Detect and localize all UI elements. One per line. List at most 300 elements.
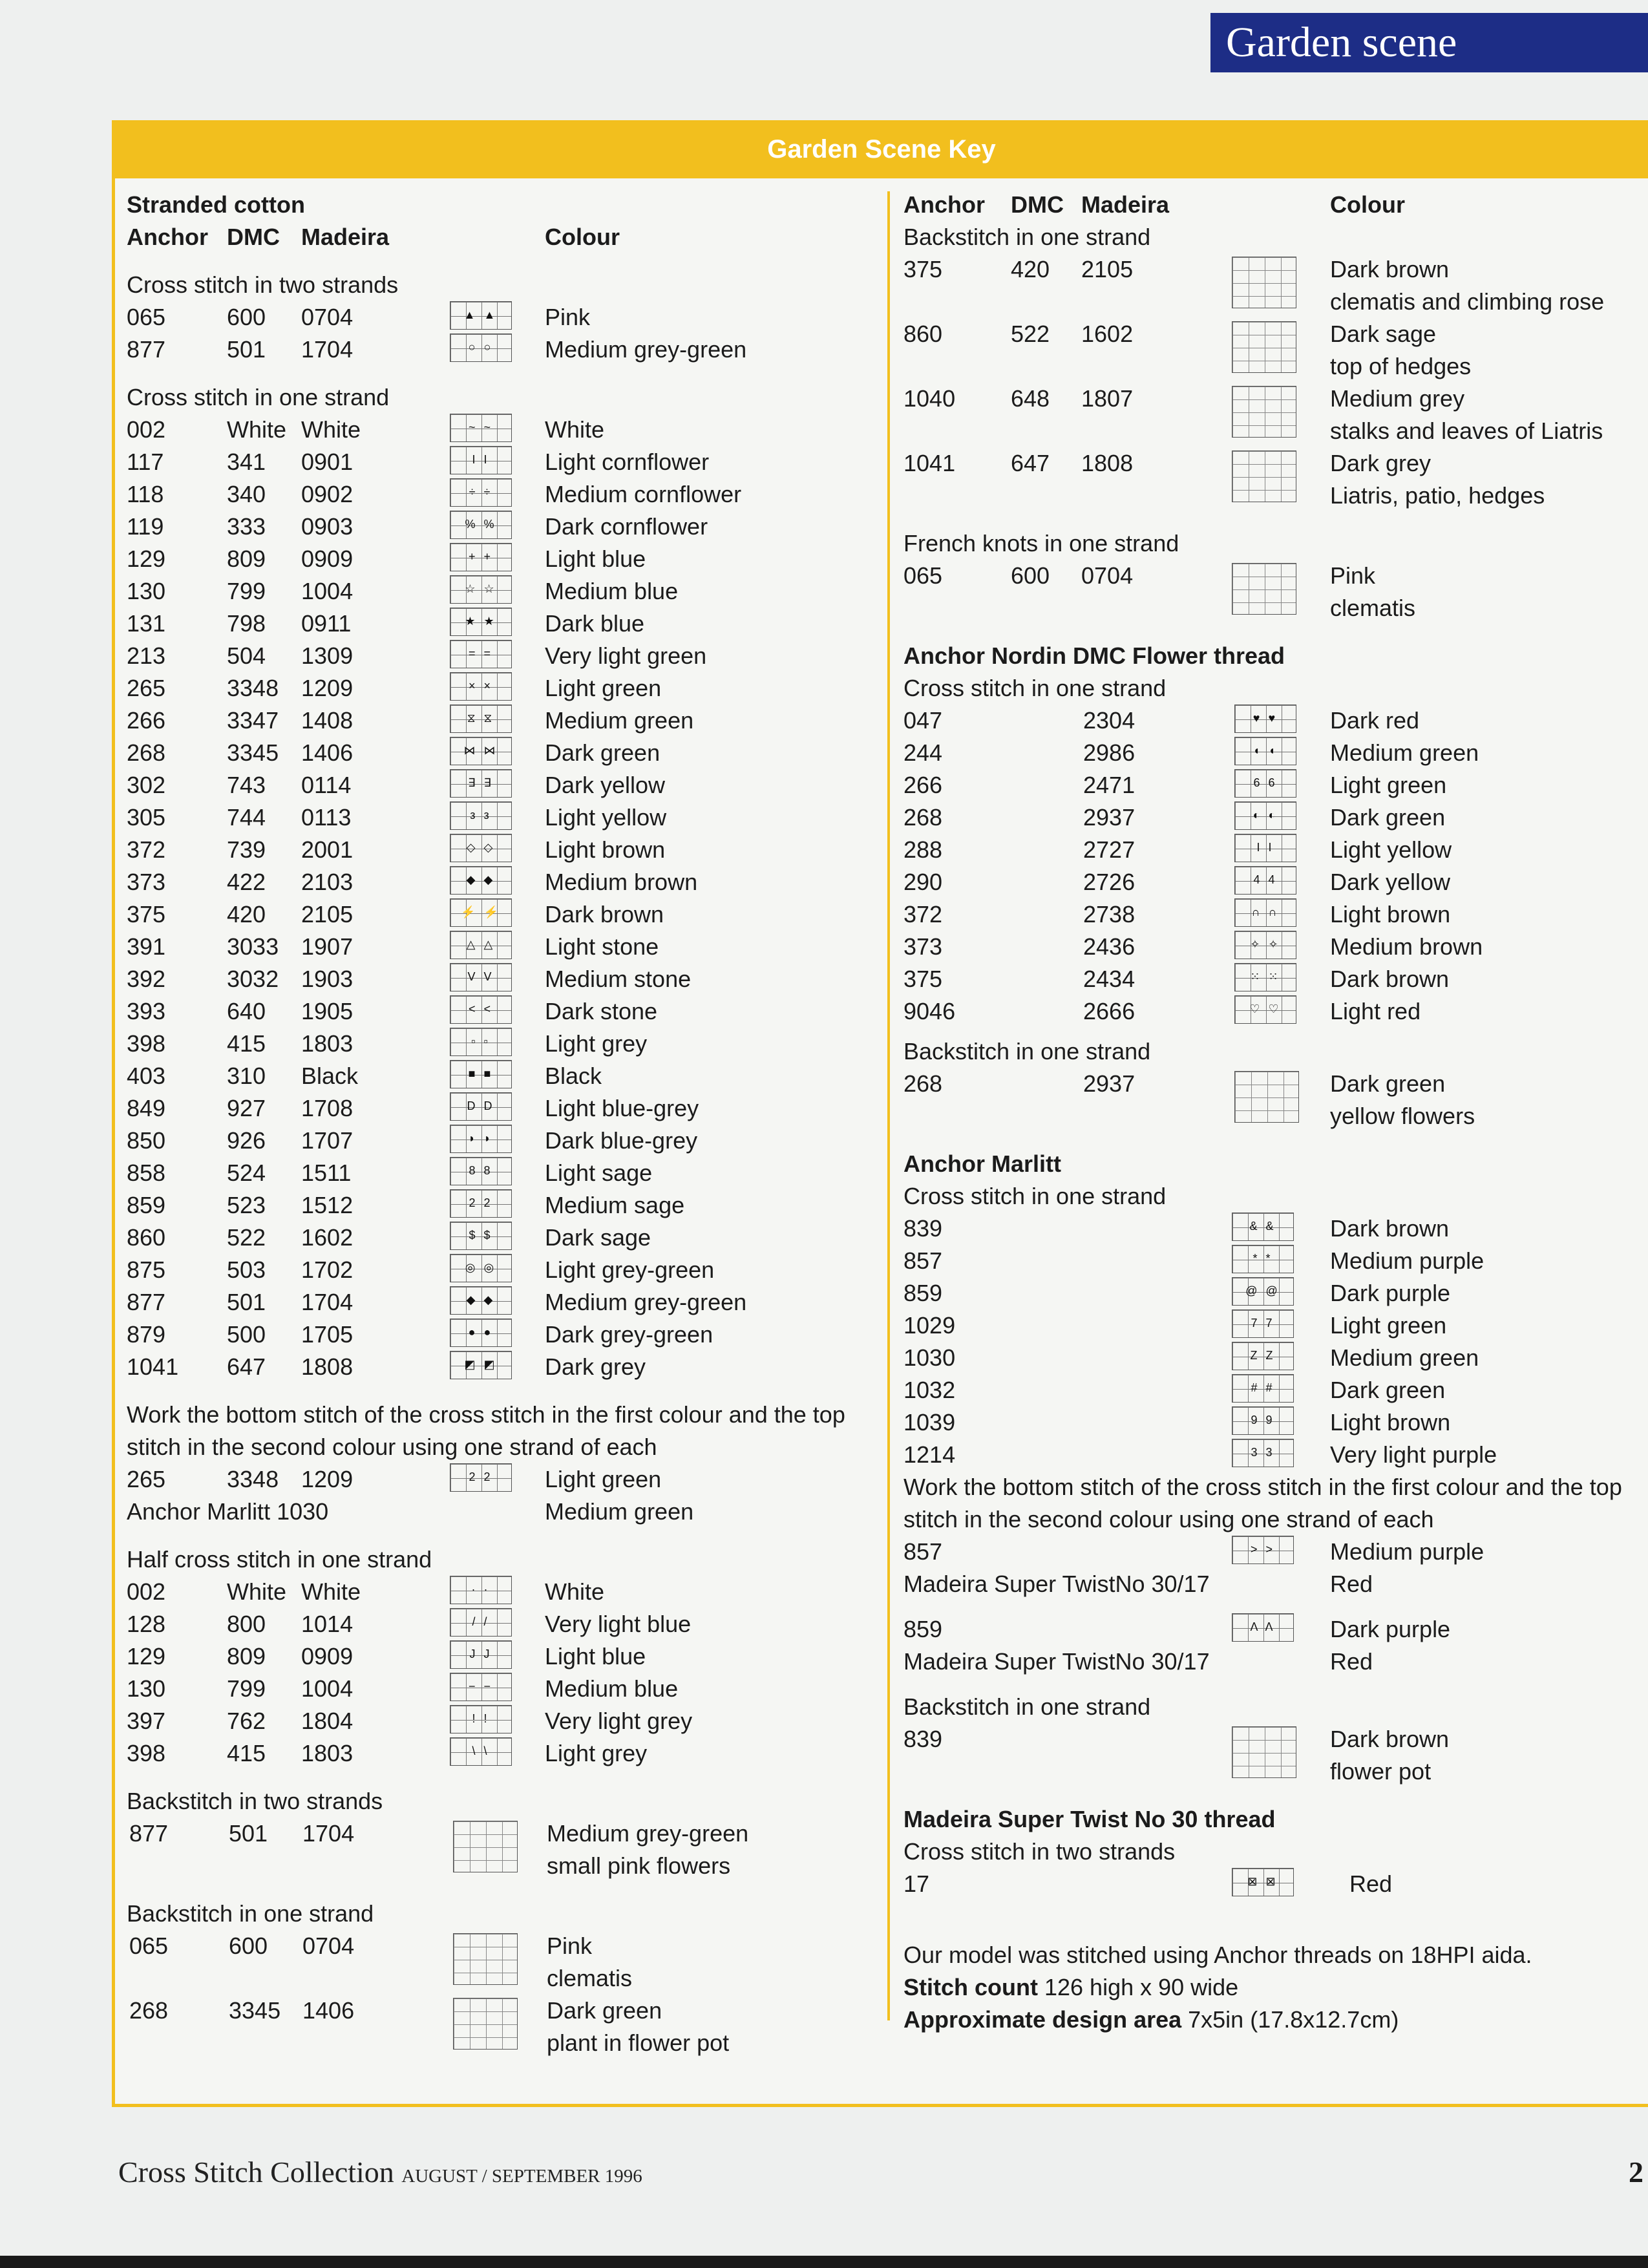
key-row: [127, 1673, 870, 1705]
chart-symbol-icon: Z Z: [1232, 1342, 1294, 1370]
key-cell: 397: [127, 1708, 166, 1734]
key-cell: 809: [227, 1643, 266, 1669]
key-row: [127, 511, 870, 543]
spacer: [903, 624, 1647, 640]
key-cell: 130: [127, 1675, 166, 1702]
key-cell: 375: [903, 256, 943, 282]
key-row: [127, 1125, 870, 1157]
chart-symbol-icon: × ×: [450, 672, 512, 701]
key-cell: 501: [229, 1820, 268, 1847]
key-row: [127, 1463, 870, 1496]
key-cell: Light red: [1330, 998, 1421, 1024]
spacer: [903, 512, 1647, 527]
key-cell: 118: [127, 481, 164, 507]
key-row: [903, 866, 1647, 898]
chart-symbol-icon: ★ ★: [450, 608, 512, 636]
key-cell: 310: [227, 1063, 266, 1089]
key-cell: 1704: [301, 336, 354, 363]
key-cell: 415: [227, 1030, 266, 1057]
key-cell: 857: [903, 1247, 943, 1274]
key-cell: 131: [127, 610, 166, 637]
stranded-cotton-heading: Stranded cotton: [127, 191, 305, 218]
chart-symbol-icon: ✧ ✧: [1234, 931, 1296, 959]
chart-symbol-icon: ◖ ◖: [1234, 737, 1296, 765]
key-cell: 739: [227, 836, 266, 863]
chart-symbol-icon: ◐ ◐: [1234, 801, 1296, 830]
key-cell: 1602: [1081, 321, 1134, 347]
design-area-label: Approximate design area: [903, 2006, 1182, 2033]
design-area: Approximate design area 7x5in (17.8x12.7cm): [903, 2006, 1399, 2033]
key-cell: 1041: [903, 450, 956, 476]
key-row-note: [903, 592, 1647, 624]
key-cell: 3345: [227, 739, 279, 766]
chart-symbol-icon: − −: [450, 1673, 512, 1701]
chart-symbol-icon: ⊠ ⊠: [1232, 1868, 1294, 1896]
key-usage: small pink flowers: [547, 1852, 731, 1879]
key-cell: 372: [127, 836, 166, 863]
section-title: Cross stitch in two strands: [903, 1838, 1176, 1865]
key-cell: 2666: [1083, 998, 1136, 1024]
key-row: [903, 1439, 1647, 1471]
section-title: Backstitch in two strands: [127, 1788, 383, 1814]
chart-symbol-icon: ∃ ∃: [450, 769, 512, 798]
key-cell: 2738: [1083, 901, 1136, 927]
key-cell: Medium green: [545, 1498, 694, 1525]
chart-symbol-icon: V V: [450, 963, 512, 991]
key-cell: 2937: [1083, 1070, 1136, 1097]
chart-symbol-icon: · ·: [450, 1576, 512, 1604]
key-cell: 268: [127, 739, 166, 766]
key-cell: 393: [127, 998, 166, 1024]
chart-symbol-icon: < <: [450, 995, 512, 1024]
key-row-note: [903, 1755, 1647, 1788]
key-cell: 1907: [301, 933, 354, 960]
chart-symbol-icon: = =: [450, 640, 512, 668]
key-cell: Dark sage: [545, 1224, 651, 1251]
key-cell: 501: [227, 1289, 266, 1315]
key-cell: 3345: [229, 1997, 281, 2024]
key-cell: Medium cornflower: [545, 481, 742, 507]
key-cell: Pink: [545, 304, 591, 330]
key-row: [127, 801, 870, 834]
key-cell: 002: [127, 1578, 166, 1605]
key-cell: 340: [227, 481, 266, 507]
key-cell: 3347: [227, 707, 279, 734]
key-cell: Medium brown: [545, 869, 698, 895]
key-cell: 128: [127, 1611, 166, 1637]
key-cell: White: [227, 416, 287, 443]
key-cell: 1602: [301, 1224, 354, 1251]
key-row: [127, 543, 870, 575]
chart-symbol-icon: 3 3: [1232, 1439, 1294, 1467]
key-row: [903, 1277, 1647, 1309]
key-cell: 392: [127, 966, 166, 992]
issue-date: AUGUST / SEPTEMBER 1996: [401, 2166, 642, 2187]
stitch-count: Stitch count 126 high x 90 wide: [903, 1974, 1239, 2000]
key-row: [127, 478, 870, 511]
key-row: [127, 737, 870, 769]
key-cell: 1030: [903, 1344, 956, 1371]
key-cell: 130: [127, 578, 166, 604]
chart-symbol-icon: з з: [450, 801, 512, 830]
header-anchor: Anchor: [127, 224, 208, 250]
section-title: Cross stitch in two strands: [127, 271, 399, 298]
key-row: [127, 1995, 870, 2027]
key-row: [903, 1406, 1647, 1439]
key-cell: 600: [1011, 562, 1050, 589]
chart-symbol-icon: ◆ ◆: [450, 866, 512, 895]
key-cell: 0909: [301, 1643, 354, 1669]
key-cell: 523: [227, 1192, 266, 1218]
key-cell: 640: [227, 998, 266, 1024]
key-cell: 2103: [301, 869, 354, 895]
key-cell: 1704: [302, 1820, 355, 1847]
key-cell: 1029: [903, 1312, 956, 1339]
key-cell: 403: [127, 1063, 166, 1089]
header-madeira: Madeira: [1081, 191, 1170, 218]
key-cell: 500: [227, 1321, 266, 1348]
section-title: Backstitch in one strand: [903, 1038, 1151, 1065]
key-cell: Madeira Super TwistNo 30/17: [903, 1571, 1210, 1597]
key-cell: Light cornflower: [545, 449, 710, 475]
section-title: Half cross stitch in one strand: [127, 1546, 432, 1573]
key-usage: clematis: [547, 1965, 633, 1991]
key-cell: Medium sage: [545, 1192, 685, 1218]
key-cell: Madeira Super TwistNo 30/17: [903, 1648, 1210, 1675]
key-cell: 1032: [903, 1377, 956, 1403]
key-panel: [112, 120, 1648, 2107]
key-cell: Very light blue: [545, 1611, 692, 1637]
key-cell: Medium green: [1330, 739, 1479, 766]
key-cell: Light blue: [545, 546, 646, 572]
key-cell: Light grey: [545, 1030, 648, 1057]
key-cell: Medium blue: [545, 1675, 679, 1702]
key-cell: 860: [903, 321, 943, 347]
key-cell: 1707: [301, 1127, 354, 1154]
key-cell: 877: [129, 1820, 169, 1847]
key-row: [903, 963, 1647, 995]
key-row-note: [903, 480, 1647, 512]
spacer: [127, 366, 870, 381]
chart-symbol-icon: * *: [1232, 1245, 1294, 1273]
key-cell: 244: [903, 739, 943, 766]
key-cell: 3032: [227, 966, 279, 992]
key-cell: 420: [1011, 256, 1050, 282]
key-row: [903, 447, 1647, 480]
key-cell: 2434: [1083, 966, 1136, 992]
madeira-heading: Madeira Super Twist No 30 thread: [903, 1806, 1276, 1832]
key-cell: Light blue-grey: [545, 1095, 699, 1121]
key-cell: 1808: [1081, 450, 1134, 476]
chart-symbol-icon: $ $: [450, 1222, 512, 1250]
section-title: Backstitch in one strand: [903, 1693, 1151, 1720]
chart-symbol-icon: I I: [450, 446, 512, 474]
key-cell: 213: [127, 642, 166, 669]
key-row-note: [127, 2027, 870, 2059]
key-cell: 268: [129, 1997, 169, 2024]
key-colour: Dark brown: [1330, 1726, 1450, 1752]
key-cell: 503: [227, 1256, 266, 1283]
key-colour: Pink: [1330, 562, 1376, 589]
key-cell: 065: [127, 304, 166, 330]
key-row: [127, 301, 870, 334]
key-row: [127, 608, 870, 640]
key-row: [127, 769, 870, 801]
key-cell: 119: [127, 513, 164, 540]
chart-symbol-icon: ∩ ∩: [1234, 898, 1296, 927]
chart-symbol-icon: ◆ ◆: [450, 1286, 512, 1315]
key-cell: 1039: [903, 1409, 956, 1436]
chart-symbol-icon: ⚡ ⚡: [450, 898, 512, 927]
spacer: [903, 1678, 1647, 1691]
chart-symbol-icon: ♥ ♥: [1234, 705, 1296, 733]
key-row: [127, 1930, 870, 1962]
key-cell: 398: [127, 1030, 166, 1057]
key-row: [127, 1286, 870, 1319]
key-cell: Dark grey-green: [545, 1321, 713, 1348]
marlitt-heading: Anchor Marlitt: [903, 1150, 1062, 1177]
chart-symbol-icon: △ △: [450, 931, 512, 959]
chart-symbol-icon: 6 6: [1234, 769, 1296, 798]
key-cell: 117: [127, 449, 164, 475]
key-cell: 647: [227, 1353, 266, 1380]
key-cell: 1406: [302, 1997, 355, 2024]
key-cell: 0903: [301, 513, 354, 540]
key-cell: 266: [127, 707, 166, 734]
key-cell: 647: [1011, 450, 1050, 476]
key-usage: plant in flower pot: [547, 2030, 730, 2056]
chart-symbol-icon: ◇ ◇: [450, 834, 512, 862]
key-row: [127, 1254, 870, 1286]
key-cell: 522: [1011, 321, 1050, 347]
key-cell: 265: [127, 675, 166, 701]
key-cell: 1512: [301, 1192, 354, 1218]
blend-note: Work the bottom stitch of the cross stitch in the first colour and the top stitch in the second colour using one strand of each: [127, 1401, 845, 1460]
chart-symbol-icon: ☆ ☆: [450, 575, 512, 604]
chart-symbol-icon: ▲ ▲: [450, 301, 512, 330]
key-cell: 0902: [301, 481, 354, 507]
key-usage: stalks and leaves of Liatris: [1330, 418, 1603, 444]
key-cell: Medium stone: [545, 966, 692, 992]
key-cell: 268: [903, 804, 943, 831]
key-cell: 926: [227, 1127, 266, 1154]
chart-symbol-icon: ♡ ♡: [1234, 995, 1296, 1024]
key-colour: Pink: [547, 1933, 593, 1959]
key-cell: 305: [127, 804, 166, 831]
chart-symbol-icon: \ \: [450, 1737, 512, 1766]
key-row: [127, 1319, 870, 1351]
key-row: [127, 1157, 870, 1189]
key-cell: Medium purple: [1330, 1247, 1484, 1274]
key-row: [903, 1723, 1647, 1755]
key-row: [127, 1189, 870, 1222]
key-cell: Red: [1330, 1648, 1373, 1675]
key-cell: 1903: [301, 966, 354, 992]
key-cell: Medium brown: [1330, 933, 1483, 960]
key-usage: top of hedges: [1330, 353, 1472, 379]
key-cell: 1406: [301, 739, 354, 766]
key-colour: Dark brown: [1330, 256, 1450, 282]
key-cell: White: [301, 416, 361, 443]
chart-symbol-icon: 8 8: [450, 1157, 512, 1185]
key-cell: Dark purple: [1330, 1280, 1451, 1306]
chart-symbol-icon: ⋈ ⋈: [450, 737, 512, 765]
stitch-count-label: Stitch count: [903, 1974, 1038, 2000]
right-column: [903, 189, 1647, 2036]
key-row: [127, 834, 870, 866]
chart-symbol-icon: ■ ■: [450, 1060, 512, 1088]
key-cell: Light green: [545, 1466, 662, 1492]
key-cell: Light green: [545, 675, 662, 701]
key-cell: 927: [227, 1095, 266, 1121]
key-cell: 391: [127, 933, 166, 960]
header-madeira: Madeira: [301, 224, 390, 250]
key-row: [903, 1868, 1647, 1900]
chart-symbol-icon: Λ Λ: [1232, 1613, 1294, 1642]
key-cell: 129: [127, 546, 166, 572]
key-row: [903, 1374, 1647, 1406]
key-colour: Dark green: [1330, 1070, 1446, 1097]
section-title: Cross stitch in one strand: [903, 675, 1167, 701]
header-colour: Colour: [1330, 191, 1405, 218]
key-cell: Medium grey-green: [545, 1289, 747, 1315]
key-cell: 375: [903, 966, 943, 992]
section-tab: [1210, 13, 1648, 72]
key-cell: 877: [127, 1289, 166, 1315]
key-row-note: [903, 415, 1647, 447]
key-cell: 002: [127, 416, 166, 443]
key-cell: 290: [903, 869, 943, 895]
key-row-note: [903, 1100, 1647, 1132]
chart-symbol-icon: 4 4: [1234, 866, 1296, 895]
chart-symbol-icon: & &: [1232, 1213, 1294, 1241]
nordin-heading: Anchor Nordin DMC Flower thread: [903, 642, 1285, 669]
chart-symbol-icon: ⧖ ⧖: [450, 705, 512, 733]
column-headers: [127, 221, 870, 253]
key-cell: Black: [545, 1063, 602, 1089]
key-cell: 809: [227, 546, 266, 572]
chart-symbol-icon: I I: [1234, 834, 1296, 862]
key-cell: 1209: [301, 675, 354, 701]
spacer: [127, 1770, 870, 1785]
key-cell: 047: [903, 707, 943, 734]
key-cell: 129: [127, 1643, 166, 1669]
key-cell: Dark purple: [1330, 1616, 1451, 1642]
chart-symbol-icon: ● ●: [450, 1319, 512, 1347]
key-cell: 0911: [301, 610, 352, 637]
spacer: [903, 1600, 1647, 1613]
key-row: [903, 1213, 1647, 1245]
chart-symbol-icon: ! !: [450, 1705, 512, 1733]
chart-symbol-icon: ◎ ◎: [450, 1254, 512, 1282]
key-cell: Light stone: [545, 933, 659, 960]
key-cell: 1040: [903, 385, 956, 412]
key-cell: 2304: [1083, 707, 1136, 734]
spacer: [903, 1900, 1647, 1939]
key-cell: 2986: [1083, 739, 1136, 766]
key-cell: Dark brown: [1330, 1215, 1450, 1242]
key-cell: 373: [903, 933, 943, 960]
key-cell: Very light green: [545, 642, 707, 669]
key-row: [903, 705, 1647, 737]
key-row: [127, 446, 870, 478]
key-cell: 875: [127, 1256, 166, 1283]
key-cell: 504: [227, 642, 266, 669]
key-cell: 859: [127, 1192, 166, 1218]
key-cell: 2436: [1083, 933, 1136, 960]
key-cell: Medium blue: [545, 578, 679, 604]
key-cell: Light brown: [1330, 1409, 1451, 1436]
key-cell: 0113: [301, 804, 352, 831]
key-cell: 065: [129, 1933, 169, 1959]
key-row: [127, 1737, 870, 1770]
key-row: [127, 640, 870, 672]
chart-symbol-icon: ◩ ◩: [450, 1351, 512, 1379]
key-row: [127, 1222, 870, 1254]
key-row: [127, 1640, 870, 1673]
key-cell: 1905: [301, 998, 354, 1024]
key-row: [903, 1245, 1647, 1277]
key-cell: Light grey-green: [545, 1256, 715, 1283]
spacer: [127, 1528, 870, 1543]
key-cell: 1702: [301, 1256, 354, 1283]
section-title: Garden scene: [1226, 19, 1457, 66]
key-row: [903, 1646, 1647, 1678]
key-row: [903, 1309, 1647, 1342]
key-cell: 375: [127, 901, 166, 927]
key-row: [903, 318, 1647, 350]
key-cell: 600: [229, 1933, 268, 1959]
chart-symbol-icon: J J: [450, 1640, 512, 1669]
key-cell: 1804: [301, 1708, 354, 1734]
key-cell: Medium purple: [1330, 1538, 1484, 1565]
key-row: [127, 1496, 870, 1528]
spacer: [127, 253, 870, 269]
key-cell: 859: [903, 1616, 943, 1642]
scan-edge: [0, 2256, 1648, 2268]
key-cell: Light yellow: [545, 804, 667, 831]
left-column: [127, 189, 870, 2059]
key-row-note: [127, 1850, 870, 1882]
key-cell: Light brown: [1330, 901, 1451, 927]
key-cell: 2727: [1083, 836, 1136, 863]
chart-symbol-icon: 9 9: [1232, 1406, 1294, 1435]
chart-symbol-icon: 2 2: [450, 1189, 512, 1218]
key-row: [127, 414, 870, 446]
key-cell: 420: [227, 901, 266, 927]
key-cell: 1803: [301, 1740, 354, 1766]
key-cell: 302: [127, 772, 166, 798]
key-usage: clematis: [1330, 595, 1416, 621]
key-cell: Black: [301, 1063, 359, 1089]
key-row: [903, 560, 1647, 592]
spacer: [903, 1788, 1647, 1803]
key-row-note: [127, 1962, 870, 1995]
key-row: [903, 801, 1647, 834]
key-cell: White: [545, 416, 605, 443]
key-cell: 860: [127, 1224, 166, 1251]
key-row: [127, 866, 870, 898]
key-row-note: [903, 350, 1647, 383]
key-row: [127, 1351, 870, 1383]
model-note: Our model was stitched using Anchor threads on 18HPI aida.: [903, 1942, 1532, 1968]
key-cell: 1511: [301, 1160, 352, 1186]
key-cell: 333: [227, 513, 266, 540]
header-dmc: DMC: [1011, 191, 1064, 218]
key-cell: 839: [903, 1215, 943, 1242]
key-cell: Very light grey: [545, 1708, 693, 1734]
key-row: [903, 834, 1647, 866]
